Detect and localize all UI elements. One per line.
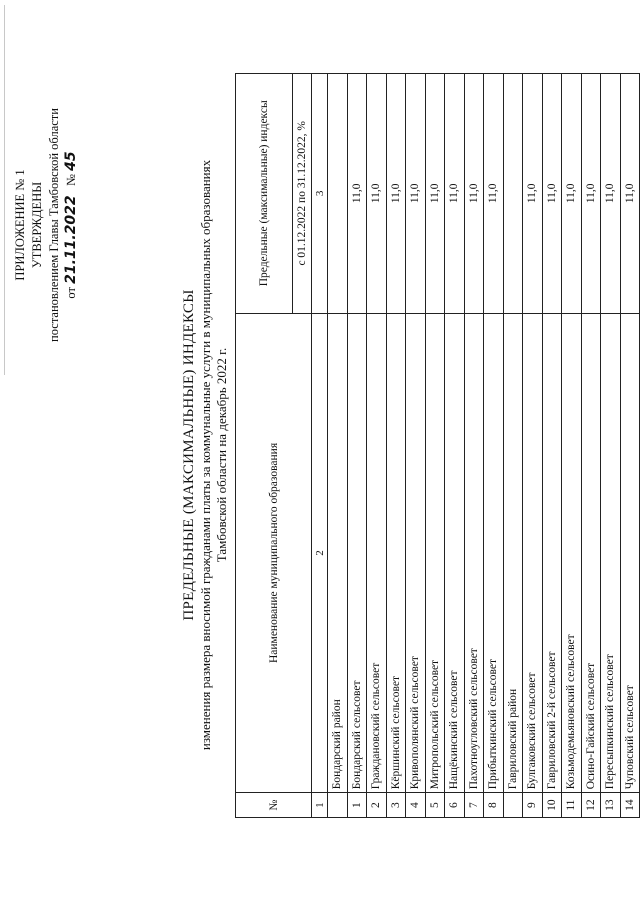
cell-index xyxy=(503,74,523,314)
cell-index: 11,0 xyxy=(425,74,445,314)
cell-index: 11,0 xyxy=(620,74,640,314)
cell-municipality: Бондарский сельсовет xyxy=(347,313,367,793)
table-row xyxy=(484,74,504,818)
title-main: ПРЕДЕЛЬНЫЕ (МАКСИМАЛЬНЫЕ) ИНДЕКСЫ xyxy=(181,289,197,621)
cell-number: 6 xyxy=(445,793,465,818)
cell-number: 5 xyxy=(425,793,445,818)
table-row xyxy=(347,74,367,818)
cell-municipality: Пересыпкинский сельсовет xyxy=(601,313,621,793)
table-row xyxy=(464,74,484,818)
cell-municipality: Граждановский сельсовет xyxy=(367,313,387,793)
colnum-2: 2 xyxy=(312,313,328,793)
table-row xyxy=(386,74,406,818)
approved-label: УТВЕРЖДЕНЫ xyxy=(30,181,44,269)
cell-number xyxy=(328,793,348,818)
cell-index: 11,0 xyxy=(386,74,406,314)
table-row xyxy=(445,74,465,818)
cell-number xyxy=(503,793,523,818)
document-title xyxy=(180,65,230,845)
title-line-2: изменения размера вносимой гражданами платы за коммунальные услуги в муниципальных образованиях xyxy=(198,159,213,751)
cell-municipality: Гавриловский район xyxy=(503,313,523,793)
cell-number: 1 xyxy=(347,793,367,818)
cell-number: 13 xyxy=(601,793,621,818)
table-row xyxy=(542,74,562,818)
cell-municipality: Чуповский сельсовет xyxy=(620,313,640,793)
cell-index: 11,0 xyxy=(464,74,484,314)
title-line-3: Тамбовской области на декабрь 2022 г. xyxy=(214,347,229,563)
header-number: № xyxy=(236,793,312,818)
cell-number: 4 xyxy=(406,793,426,818)
district-row xyxy=(503,74,523,818)
cell-index: 11,0 xyxy=(347,74,367,314)
cell-number: 3 xyxy=(386,793,406,818)
cell-index: 11,0 xyxy=(581,74,601,314)
cell-index: 11,0 xyxy=(484,74,504,314)
cell-number: 12 xyxy=(581,793,601,818)
cell-municipality: Гавриловский 2-й сельсовет xyxy=(542,313,562,793)
index-table-wrapper xyxy=(235,73,635,818)
cell-index: 11,0 xyxy=(523,74,543,314)
colnum-1: 1 xyxy=(312,793,328,818)
cell-index: 11,0 xyxy=(542,74,562,314)
cell-municipality: Пахотноугловский сельсовет xyxy=(464,313,484,793)
cell-number: 2 xyxy=(367,793,387,818)
cell-municipality: Козьмодемьяновский сельсовет xyxy=(562,313,582,793)
cell-municipality: Кривополянский сельсовет xyxy=(406,313,426,793)
district-row xyxy=(328,74,348,818)
table-row xyxy=(562,74,582,818)
cell-municipality: Осино-Гайский сельсовет xyxy=(581,313,601,793)
header-index: Предельные (максимальные) индексы xyxy=(236,74,293,314)
decree-line: постановлением Главы Тамбовской области xyxy=(47,108,61,342)
cell-index: 11,0 xyxy=(562,74,582,314)
table-row xyxy=(601,74,621,818)
colnum-3: 3 xyxy=(312,74,328,314)
cell-number: 7 xyxy=(464,793,484,818)
cell-index: 11,0 xyxy=(406,74,426,314)
handwritten-number: 45 xyxy=(63,151,79,171)
cell-index: 11,0 xyxy=(445,74,465,314)
header-period: с 01.12.2022 по 31.12.2022, % xyxy=(293,74,312,314)
cell-municipality: Бондарский район xyxy=(328,313,348,793)
cell-number: 11 xyxy=(562,793,582,818)
cell-municipality: Кёршинский сельсовет xyxy=(386,313,406,793)
cell-municipality: Прибыткинский сельсовет xyxy=(484,313,504,793)
index-table xyxy=(235,73,640,818)
table-row xyxy=(367,74,387,818)
cell-number: 8 xyxy=(484,793,504,818)
cell-index: 11,0 xyxy=(367,74,387,314)
table-row xyxy=(406,74,426,818)
cell-municipality: Нащёкинский сельсовет xyxy=(445,313,465,793)
cell-index: 11,0 xyxy=(601,74,621,314)
handwritten-date: 21.11.2022 xyxy=(63,195,79,284)
table-row xyxy=(620,74,640,818)
cell-number: 10 xyxy=(542,793,562,818)
cell-number: 9 xyxy=(523,793,543,818)
cell-index xyxy=(328,74,348,314)
decree-date-line xyxy=(63,30,80,420)
number-prefix: № xyxy=(64,174,78,186)
header-municipality: Наименование муниципального образования xyxy=(236,313,312,793)
table-row xyxy=(523,74,543,818)
scan-edge-line xyxy=(4,5,5,375)
table-row xyxy=(425,74,445,818)
cell-municipality: Булгаковский сельсовет xyxy=(523,313,543,793)
cell-municipality: Митропольский сельсовет xyxy=(425,313,445,793)
approval-stamp xyxy=(12,30,80,420)
table-row xyxy=(581,74,601,818)
date-prefix: от xyxy=(64,287,78,299)
column-number-row xyxy=(312,74,328,818)
appendix-label: ПРИЛОЖЕНИЕ № 1 xyxy=(13,169,27,281)
cell-number: 14 xyxy=(620,793,640,818)
